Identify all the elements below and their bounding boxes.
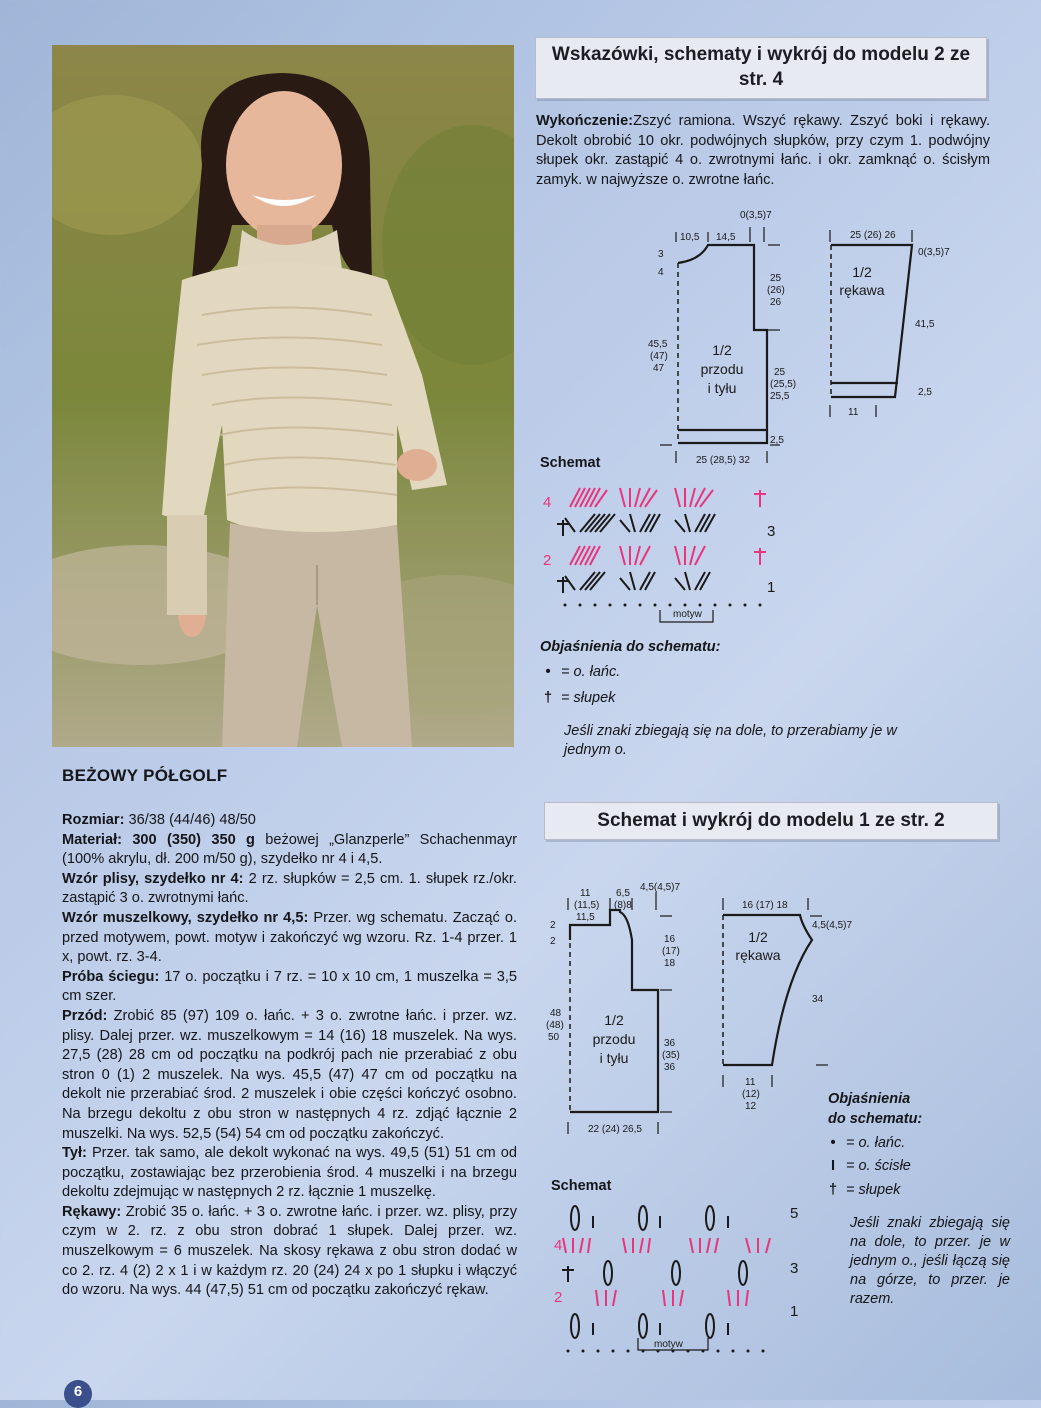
para-material <box>62 831 517 870</box>
legend-item-dc <box>535 690 615 706</box>
dim-length-1: 45,5 <box>648 339 668 350</box>
dim-armhole-2: (26) <box>767 285 785 296</box>
m1-dim-width: 22 (24) 26,5 <box>588 1124 642 1135</box>
m1-legend-item-chain <box>820 1135 905 1151</box>
row-number-3: 3 <box>767 523 776 540</box>
dagger-icon: † <box>828 1182 838 1198</box>
model-2-pattern-diagram <box>640 205 960 470</box>
m1-legend-item-sc <box>820 1158 911 1174</box>
sleeves-text: Zrobić 35 o. łańc. + 3 o. zwrotne łańc. i przer. wz. plisy, przy czym w 2. rz. z obu stron dobrać 1 słupek. Dalej przer. wz. muszelkowym = 6 muszelek. Na skosy rękawa z obu stron dodać w co 2. rz. 4 (2) 2 x 1 i w każdym rz. 20 (24) 24 x po 1 słupku i włączyć do wzoru. Na wys. 44 (47,5) 51 cm od początku zakończyć rękaw. <box>62 1203 517 1299</box>
m1-dim-len-3: 50 <box>548 1032 560 1043</box>
finish-label: Wykończenie: <box>536 113 634 129</box>
model-2-section-title <box>535 37 987 99</box>
sleeve-dim-length: 41,5 <box>915 319 935 330</box>
dim-neck-depth: 0(3,5)7 <box>740 210 772 221</box>
m1-dim-neck-2: (11,5) <box>574 900 600 911</box>
motyw-label-top: motyw <box>673 609 702 620</box>
shell-text: Przer. wg schematu. Zacząć o. przed motywem, powt. motyw i zakończyć wg wzoru. Rz. 1-4 przer. 1 x, powt. rz. 3-4. <box>62 909 517 966</box>
finishing-instructions <box>536 112 990 190</box>
para-gauge <box>62 968 517 1007</box>
gauge-text: 17 o. początku i 7 rz. = 10 x 10 cm, 1 muszelka = 3,5 cm szer. <box>62 968 518 1005</box>
m1-dim-arm-3: 18 <box>664 958 676 969</box>
band-text: 2 rz. słupków = 2,5 cm. 1. słupek rz./okr. zastąpić 3 o. zwrotnymi łańc. <box>62 870 517 907</box>
m1-dim-shoulder-2: (8)8 <box>614 900 632 911</box>
motyw-label-bottom: motyw <box>654 1339 683 1350</box>
m1-row-number-3: 3 <box>790 1260 799 1277</box>
m1-dim-side-3: 36 <box>664 1062 676 1073</box>
m1-legend-dc-text: = słupek <box>846 1182 901 1198</box>
model-2-schemat-label: Schemat <box>540 455 601 471</box>
m1-row-number-1: 1 <box>790 1303 799 1320</box>
dagger-icon: † <box>543 690 553 706</box>
dim-side-3: 25,5 <box>770 391 790 402</box>
size-label: Rozmiar: <box>62 812 125 828</box>
material-text: beżowej „Glanzperle” Schachenmayr (100% akrylu, dł. 200 m/50 g), szydełko nr 4 i 4,5. <box>62 831 518 868</box>
dot-icon: • <box>545 664 551 680</box>
m1-legend-chain-text: = o. łańc. <box>846 1135 906 1151</box>
para-size <box>62 811 517 831</box>
model-1-pattern-diagram <box>540 880 860 1140</box>
dim-side-2: (25,5) <box>770 379 797 390</box>
para-front <box>62 1007 517 1144</box>
m1-row-number-2: 2 <box>554 1289 563 1306</box>
material-label: Materiał: <box>62 831 123 848</box>
back-label: Tył: <box>62 1145 87 1162</box>
para-sleeves <box>62 1203 517 1301</box>
dim-width: 25 (28,5) 32 <box>696 455 750 466</box>
dim-neck-width: 10,5 <box>680 232 700 243</box>
sleeve-dim-top: 25 (26) 26 <box>850 230 896 241</box>
gauge-label: Próba ściegu: <box>62 968 160 985</box>
model-1-legend-title-2: do schematu: <box>828 1111 923 1127</box>
model-2-legend-title: Objaśnienia do schematu: <box>540 639 721 655</box>
front-label: Przód: <box>62 1007 108 1024</box>
front-text: Zrobić 85 (97) 109 o. łańc. + 3 o. zwrotne łańc. i przer. wz. plisy. Dalej przer. wz. muszelkowym = 14 (16) 18 muszelek. Na wys. 27,5 (28) 28 cm od początku na podkrój pach nie przerabiać z obu stron 0 (1) 2 muszelek. Na wys. 45,5 (47) 47 cm od początku na dekolt nie przerabiać środ. 2 muszelek i obie części kończyć osobno. Na brzegu dekoltu z obu stron w następnych 4 rz. zdjąć łącznie 2 muszelki. Na wys. 52,5 (54) 54 cm od początku zakończyć. <box>62 1007 517 1142</box>
model-1-legend-title-1: Objaśnienia <box>828 1091 911 1107</box>
model-1-section-title <box>544 802 998 840</box>
page-number: 6 <box>64 1380 92 1408</box>
dim-4: 4 <box>658 267 664 278</box>
sleeve-dim-band: 2,5 <box>918 387 932 398</box>
shell-label: Wzór muszelkowy, szydełko nr 4,5: <box>62 909 309 926</box>
m1-row-number-5: 5 <box>790 1205 799 1222</box>
sleeves-label: Rękawy: <box>62 1203 122 1220</box>
m1-sleeve-cap: 4,5(4,5)7 <box>812 920 853 931</box>
dim-3: 3 <box>658 249 664 260</box>
dim-shoulder: 14,5 <box>716 232 736 243</box>
m1-dim-neck-1: 11 <box>580 888 591 899</box>
m1-sleeve-piece-label: 1/2 rękawa <box>735 929 781 963</box>
m1-sleeve-length: 34 <box>812 994 824 1005</box>
m1-dim-arm-2: (17) <box>662 946 680 957</box>
row-number-1: 1 <box>767 579 776 596</box>
m1-sleeve-bottom-2: (12) <box>742 1089 760 1100</box>
size-text: 36/38 (44/46) 48/50 <box>124 812 256 828</box>
woman-in-beige-sweater-illustration <box>52 45 514 747</box>
m1-sleeve-bottom-3: 12 <box>745 1101 757 1112</box>
m1-legend-item-dc <box>820 1182 900 1198</box>
para-back <box>62 1144 517 1203</box>
model-1-schemat-label: Schemat <box>551 1178 612 1194</box>
row-number-4: 4 <box>543 494 552 511</box>
front-piece-label: 1/2 przodu i tyłu <box>700 342 744 396</box>
sleeve-piece-label: 1/2 rękawa <box>839 264 885 298</box>
back-text: Przer. tak samo, ale dekolt wykonać na wys. 49,5 (51) 51 cm od początku, zostawiając bez przerobienia środ. 4 muszelki i na brzegu dekoltu zdejmując w następnych 2 rz. łącznie 1 muszelkę. <box>62 1145 517 1201</box>
model-photo <box>52 45 514 747</box>
m1-sleeve-bottom-1: 11 <box>745 1077 756 1088</box>
bar-icon: I <box>830 1158 836 1174</box>
para-band <box>62 870 517 909</box>
dim-band: 2,5 <box>770 435 784 446</box>
model-2-legend-note: Jeśli znaki zbiegają się na dole, to przerabiamy je w jednym o. <box>564 723 897 758</box>
m1-legend-sc-text: = o. ścisłe <box>846 1158 911 1174</box>
band-label: Wzór plisy, szydełko nr 4: <box>62 870 244 887</box>
legend-chain-text: = o. łańc. <box>561 664 621 680</box>
m1-dim-shoulder-1: 6,5 <box>616 888 630 899</box>
m1-dim-len-2: (48) <box>546 1020 564 1031</box>
m1-dim-2a: 2 <box>550 920 556 931</box>
m1-dim-neck-3: 11,5 <box>576 912 595 923</box>
legend-dc-text: = słupek <box>561 690 616 706</box>
para-shell <box>62 909 517 968</box>
m1-dim-side-2: (35) <box>662 1050 680 1061</box>
row-number-2: 2 <box>543 552 552 569</box>
dim-length-3: 47 <box>653 363 665 374</box>
m1-sleeve-top: 16 (17) 18 <box>742 900 788 911</box>
m1-dim-side-1: 36 <box>664 1038 676 1049</box>
m1-dim-arm-1: 16 <box>664 934 676 945</box>
model-2-stitch-chart <box>535 480 795 625</box>
dim-armhole-1: 25 <box>770 273 782 284</box>
sleeve-dim-bottom: 11 <box>848 407 859 418</box>
m1-front-piece-label: 1/2 przodu i tyłu <box>592 1012 636 1066</box>
dot-icon: • <box>830 1135 836 1151</box>
m1-dim-len-1: 48 <box>550 1008 562 1019</box>
m1-dim-2b: 2 <box>550 936 556 947</box>
pattern-instructions <box>62 811 517 1301</box>
model-2-title-text: Wskazówki, schematy i wykrój do modelu 2 ze str. 4 <box>551 44 971 90</box>
model-1-legend-note: Jeśli znaki zbiegają się na dole, to przer. je w jednym o., jeśli łączą się na górze, to przer. je razem. <box>850 1215 1010 1307</box>
legend-item-chain <box>535 664 620 680</box>
dim-armhole-3: 26 <box>770 297 782 308</box>
sleeve-dim-cap: 0(3,5)7 <box>918 247 950 258</box>
pattern-heading: BEŻOWY PÓŁGOLF <box>62 766 228 785</box>
m1-dim-neck-depth: 4,5(4,5)7 <box>640 882 681 893</box>
finish-text: Zszyć ramiona. Wszyć rękawy. Zszyć boki i rękawy. Dekolt obrobić 10 okr. podwójnych słupków, przy czym 1. podwójny słupek okr. zastąpić 4 o. zwrotnymi łańc. i okr. zamknąć o. ścisłym zamyk. w najwyższe o. zwrotne łańc. <box>536 113 990 188</box>
material-weight: 300 (350) 350 g <box>122 831 255 848</box>
dim-side-1: 25 <box>774 367 786 378</box>
m1-row-number-4: 4 <box>554 1237 563 1254</box>
dim-length-2: (47) <box>650 351 668 362</box>
model-1-title-text: Schemat i wykrój do modelu 1 ze str. 2 <box>597 810 945 831</box>
model-1-stitch-chart <box>548 1198 808 1363</box>
